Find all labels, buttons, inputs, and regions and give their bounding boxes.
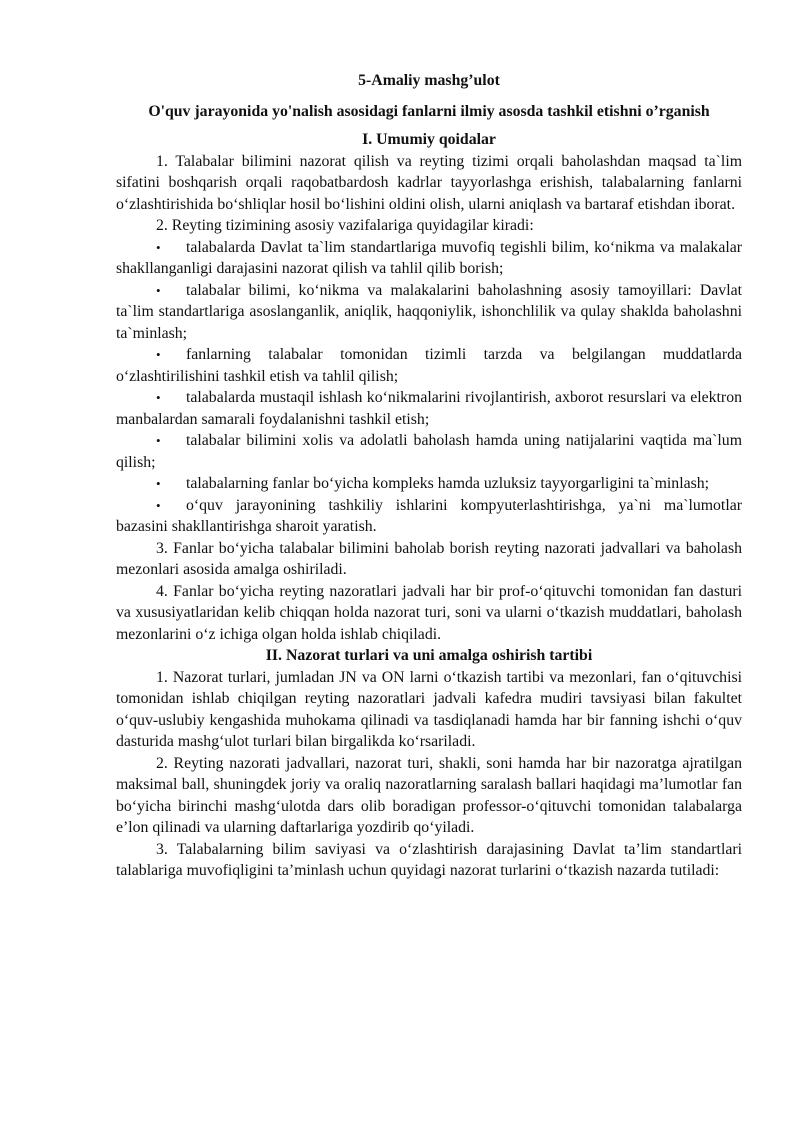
paragraph: 1. Talabalar bilimini nazorat qilish va reyting tizimi orqali baholashdan maqsad ta`lim sifatini boshqarish orqali raqobatbardosh kadrlar tayyorlashga erishish, talabalarning fanlarni o‘zlashtirishida bo‘shliqlar hosil bo‘lishini oldini olish, ularni aniqlash va bartaraf etishdan iborat. [116, 152, 742, 213]
list-item-text: talabalar bilimini xolis va adolatli baholash hamda uning natijalarini vaqtida ma`lum qilish; [116, 432, 742, 471]
list-item [116, 430, 742, 473]
section-heading-general-rules: I. Umumiy qoidalar [362, 131, 496, 148]
list-item-text: talabalar bilimi, ko‘nikma va malakalarini baholashning asosiy tamoyillari: Davlat ta`lim standartlariga asoslanganlik, aniqlik, haqqoniylik, ishonchlilik va qulay shaklda baholashni ta`minlash; [116, 281, 742, 342]
document-title: 5-Amaliy mashg’ulot [358, 72, 500, 89]
paragraph: 1. Nazorat turlari, jumladan JN va ON larni o‘tkazish tartibi va mezonlari, fan o‘qituvchisi tomonidan ishlab chiqilgan reyting nazoratlari jadvali kafedra mudiri tavsiyasi bilan fakultet o‘quv-uslubiy kengashida muhokama qilinadi va tasdiqlanadi hamda har bir fanning ishchi o‘quv dasturida mashg‘ulot turlari bilan birgalikda ko‘rsariladi. [116, 668, 742, 750]
list-item-text: o‘quv jarayonining tashkiliy ishlarini kompyuterlashtirishga, ya`ni ma`lumotlar bazasini shakllantirishga sharoit yaratish. [116, 496, 742, 535]
list-item [116, 344, 742, 387]
bullet-icon: • [156, 390, 161, 405]
list-item-text: talabalarda Davlat ta`lim standartlariga muvofiq tegishli bilim, ko‘nikma va malakalar shakllanganligi darajasini nazorat qilish va tahlil qilib borish; [116, 238, 742, 277]
list-item [116, 237, 742, 280]
list-item [116, 473, 742, 495]
document-page [116, 70, 742, 882]
list-item-text: talabalarning fanlar bo‘yicha kompleks hamda uzluksiz tayyorgarligini ta`minlash; [186, 475, 710, 492]
bullet-icon: • [156, 433, 161, 448]
bullet-icon: • [156, 497, 161, 513]
bullet-list [116, 237, 742, 538]
bullet-icon: • [156, 476, 161, 491]
paragraph: 3. Talabalarning bilim saviyasi va o‘zlashtirish darajasining Davlat ta’lim standartlari talablariga muvofiqligini ta’minlash uchun quyidagi nazorat turlarini o‘tkazish nazarda tutiladi: [116, 840, 742, 879]
paragraph: 4. Fanlar bo‘yicha reyting nazoratlari jadvali har bir prof-o‘qituvchi tomonidan fan dasturi va xususiyatlaridan kelib chiqqan holda nazorat turi, soni va ularni o‘tkazish muddatlari, baholash mezonlarini o‘z ichiga olgan holda ishlab chiqiladi. [116, 582, 742, 643]
paragraph: 2. Reyting nazorati jadvallari, nazorat turi, shakli, soni hamda har bir nazoratga ajratilgan maksimal ball, shuningdek joriy va oraliq nazoratlarning saralash ballari haqidagi ma’lumotlar fan bo‘yicha birinchi mashg‘ulotda dars olib boradigan professor-o‘qituvchi tomonidan talabalarga e’lon qilinadi va ularning daftarlariga yozdirib qo‘yiladi. [116, 754, 742, 836]
list-item [116, 387, 742, 430]
section-heading-control-types: II. Nazorat turlari va uni amalga oshirish tartibi [265, 647, 593, 664]
paragraph: 3. Fanlar bo‘yicha talabalar bilimini baholab borish reyting nazorati jadvallari va baholash mezonlari asosida amalga oshiriladi. [116, 539, 742, 578]
bullet-icon: • [156, 282, 161, 298]
paragraph: 2. Reyting tizimining asosiy vazifalariga quyidagilar kiradi: [156, 217, 534, 234]
list-item [116, 495, 742, 538]
list-item-text: talabalarda mustaqil ishlash ko‘nikmalarini rivojlantirish, axborot resurslari va elektron manbalardan samarali foydalanishni tashkil etish; [116, 389, 742, 428]
bullet-icon: • [156, 347, 161, 362]
bullet-icon: • [156, 239, 161, 255]
list-item [116, 280, 742, 345]
list-item-text: fanlarning talabalar tomonidan tizimli tarzda va belgilangan muddatlarda o‘zlashtirilishini tashkil etish va tahlil qilish; [116, 346, 742, 385]
document-subtitle: O'quv jarayonida yo'nalish asosidagi fanlarni ilmiy asosda tashkil etishni o’rganish [148, 102, 710, 120]
